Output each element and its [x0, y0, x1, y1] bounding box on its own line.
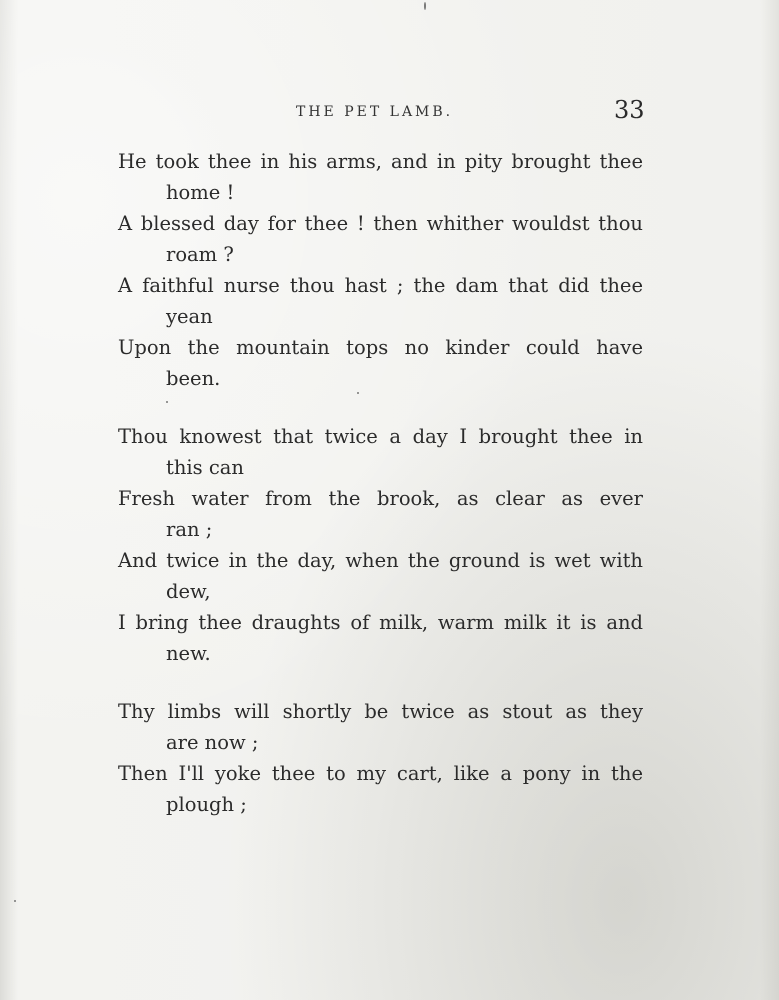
poem-line-continuation: home ! — [166, 181, 235, 204]
paper-speck — [14, 900, 16, 902]
paper-speck — [166, 401, 168, 403]
poem-line: A blessed day for thee ! then whither wouldst thou — [118, 212, 643, 235]
poem-line: A faithful nurse thou hast ; the dam that did thee — [118, 274, 643, 297]
poem-line: Then I'll yoke thee to my cart, like a pony in the — [118, 762, 643, 785]
poem-line-continuation: ran ; — [166, 518, 213, 541]
poem-line-continuation: yean — [166, 305, 213, 328]
poem-line: Thy limbs will shortly be twice as stout as they — [118, 700, 643, 723]
poem-line: Fresh water from the brook, as clear as ever — [118, 487, 643, 510]
page-number: 33 — [614, 96, 645, 124]
poem-line: And twice in the day, when the ground is wet with — [118, 549, 643, 572]
poem-line-continuation: been. — [166, 367, 221, 390]
stanza — [118, 421, 643, 669]
poem-line-continuation: dew, — [166, 580, 211, 603]
poem-line: Thou knowest that twice a day I brought thee in — [118, 425, 643, 448]
poem-line-continuation: roam ? — [166, 243, 234, 266]
poem-line: I bring thee draughts of milk, warm milk it is and — [118, 611, 643, 634]
page-header — [0, 96, 779, 126]
stanza — [118, 146, 643, 394]
paper-speck — [424, 2, 426, 10]
poem-line: Upon the mountain tops no kinder could have — [118, 336, 643, 359]
poem-line-continuation: this can — [166, 456, 244, 479]
poem-line-continuation: plough ; — [166, 793, 247, 816]
running-title: THE PET LAMB. — [296, 104, 454, 120]
poem-line: He took thee in his arms, and in pity brought thee — [118, 150, 643, 173]
poem-line-continuation: new. — [166, 642, 211, 665]
poem-line-continuation: are now ; — [166, 731, 259, 754]
poem-body — [118, 146, 643, 847]
stanza — [118, 696, 643, 820]
paper-speck — [357, 392, 359, 394]
